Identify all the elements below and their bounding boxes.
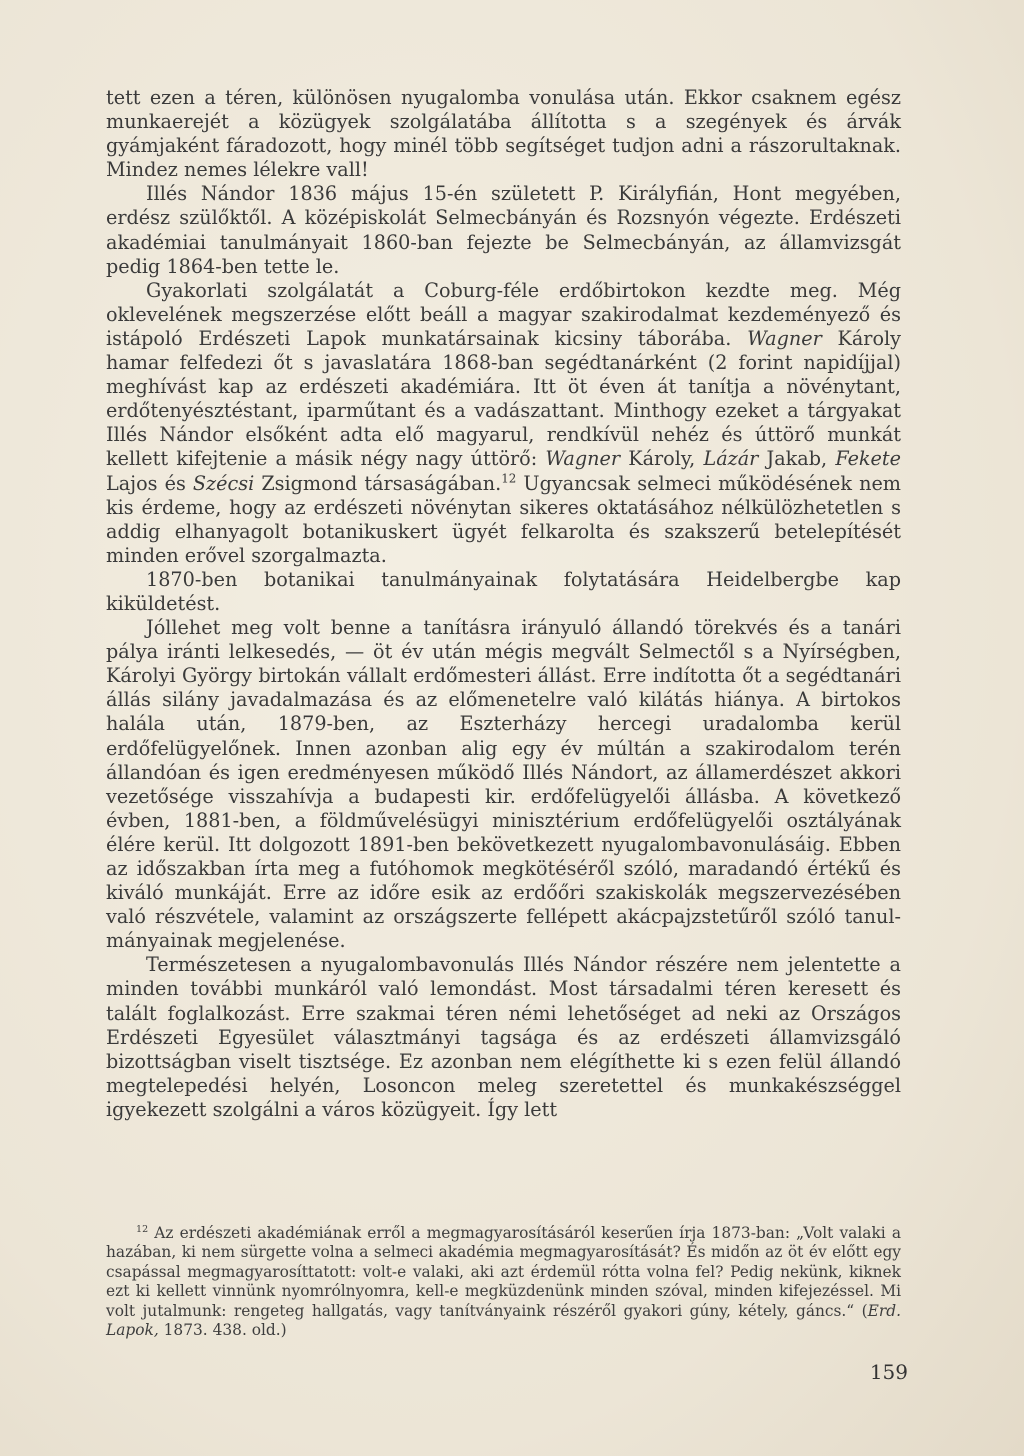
italic-name: Wagner (747, 326, 822, 350)
body-text (106, 86, 901, 1122)
text-run: Gyakorlati szolgálatát a Coburg-féle erdőbirtokon kezdte meg. Még oklevelének megszerzése előtt beáll a magyar szakirodalmat kezdeményező és istápoló Erdészeti Lapok munkatársainak kicsiny táborába. (106, 278, 901, 350)
paragraph (106, 182, 901, 278)
footnotes (106, 1224, 901, 1340)
text-run: Lajos és (106, 471, 193, 495)
text-run: Károly, (620, 447, 704, 471)
text-run: Természetesen a nyugalombavonulás Illés Nándor részére nem jelentette a minden további munkáról való lemondást. Most társadalmi téren keresett és talált foglalkozást. Erre szakmai téren némi lehetőséget ad neki az Országos Erdészeti Egyesület választmányi tagsága és az erdészeti államvizsgáló bizottságban viselt tisztsége. Ez azonban nem elégíthette ki s ezen felül állandó megtelepedési helyén, Losoncon meleg szeretettel és munkakészséggel igyekezett szolgálni a város közügyeit. Így lett (106, 953, 901, 1121)
italic-name: Wagner (545, 447, 621, 471)
italic-name: Fekete (835, 447, 901, 471)
page-number: 159 (869, 1360, 908, 1384)
paragraph (106, 279, 901, 568)
footnote-12 (106, 1224, 901, 1340)
text-run: Zsigmond társaságában. (254, 471, 502, 495)
text-run: Illés Nándor 1836 május 15-én született P. Királyfián, Hont megyében, erdész szülőktől. A középiskolát Selmecbányán és Rozsnyón végezte. Erdészeti akadémiai tanulmányait 1860-ban fejezte be Selmecbányán, az államvizsgát pedig 1864-ben tette le. (106, 182, 901, 278)
footnote-ref: 12 (501, 471, 517, 486)
paragraph (106, 953, 901, 1122)
italic-name: Erd. Lapok, (106, 1301, 901, 1340)
text-run: Jóllehet meg volt benne a tanításra irányuló állandó törekvés és a tanári pálya iránti lelkesedés, — öt év után mégis megvált Selmectől s a Nyírségben, Károlyi György birtokán vállalt erdőmesteri állást. Erre indította őt a segédtanári állás silány javadalmazása és az előmenetelre való kilátás hiánya. A birtokos halála után, 1879-ben, az Eszterházy hercegi uradalomba kerül erdőfelügyelőnek. Innen azonban alig egy év múltán a szakirodalom terén állandóan és igen eredményesen működő Illés Nándort, az államerdészet akkori vezetősége visszahívja a budapesti kir. erdőfelügyelői állásba. A következő évben, 1881-ben, a földművelésügyi minisztérium erdőfelügyelői osztályának élére kerül. Itt dolgozott 1891-ben bekövetkezett nyugalombavonulásáig. Ebben az időszakban írta meg a futóhomok megkötéséről szóló, maradandó értékű és kiváló munkáját. Erre az időre esik az erdőőri szakiskolák megszervezésében való részvétele, valamint az országszerte fellépett akácpajzstetűről szóló tanulmányainak megjelenése. (106, 616, 901, 953)
text-run: Ugyancsak selmeci működésének nem kis érdeme, hogy az erdészeti növénytan sikeres oktatásához nélkülözhetetlen s addig elhanyagolt botanikuskert ügyét felkarolta és szakszerű betelepítését minden erővel szorgalmazta. (106, 471, 902, 567)
footnote-ref: 12 (136, 1223, 149, 1235)
text-run: tett ezen a téren, különösen nyugalomba vonulása után. Ekkor csaknem egész munkaerejét a közügyek szolgálatába állította s a szegények és árvák gyámjaként fáradozott, hogy minél több segítséget tudjon adni a rászorultaknak. Mindez nemes lélekre vall! (106, 86, 901, 182)
text-run: Az erdészeti akadémiának erről a megmagyarosításáról keserűen írja 1873-ban: „Volt valaki a hazában, ki nem sürgette volna a selmeci akadémia megmagyarosítását? És midőn az öt év előtt egy csapással megmagyarosíttatott: volt-e valaki, aki azt érdemül rótta volna fel? Pedig nekünk, kiknek ezt ki kellett vinnünk nyomrólnyomra, kell-e megküzdenünk minden szóval, minden kifejezéssel. Mi volt jutalmunk: rengeteg hallgatás, vagy tanítványaink részéről gyakori gúny, kétely, gáncs.“ ( (106, 1224, 901, 1320)
text-run: 1870-ben botanikai tanulmányainak folytatására Heidelbergbe kap kiküldetést. (106, 567, 901, 615)
paragraph (106, 86, 901, 182)
paragraph (106, 616, 901, 953)
italic-name: Szécsi (192, 471, 255, 495)
text-run: Károly hamar felfedezi őt s javaslatára 1868-ban segédtanárként (2 forint napidíjjal) meghívást kap az erdészeti akadémiára. Itt öt éven át tanítja a növénytant, erdőtenyésztéstant, iparműtant és a vadászattant. Minthogy ezeket a tárgyakat Illés Nándor elsőként adta elő magyarul, rendkívül nehéz és úttörő munkát kellett kifejtenie a másik négy nagy úttörő: (106, 326, 901, 471)
text-run: 1873. 438. old.) (158, 1321, 287, 1340)
paragraph (106, 568, 901, 616)
text-run: Jakab, (758, 447, 836, 471)
italic-name: Lázár (703, 447, 759, 471)
